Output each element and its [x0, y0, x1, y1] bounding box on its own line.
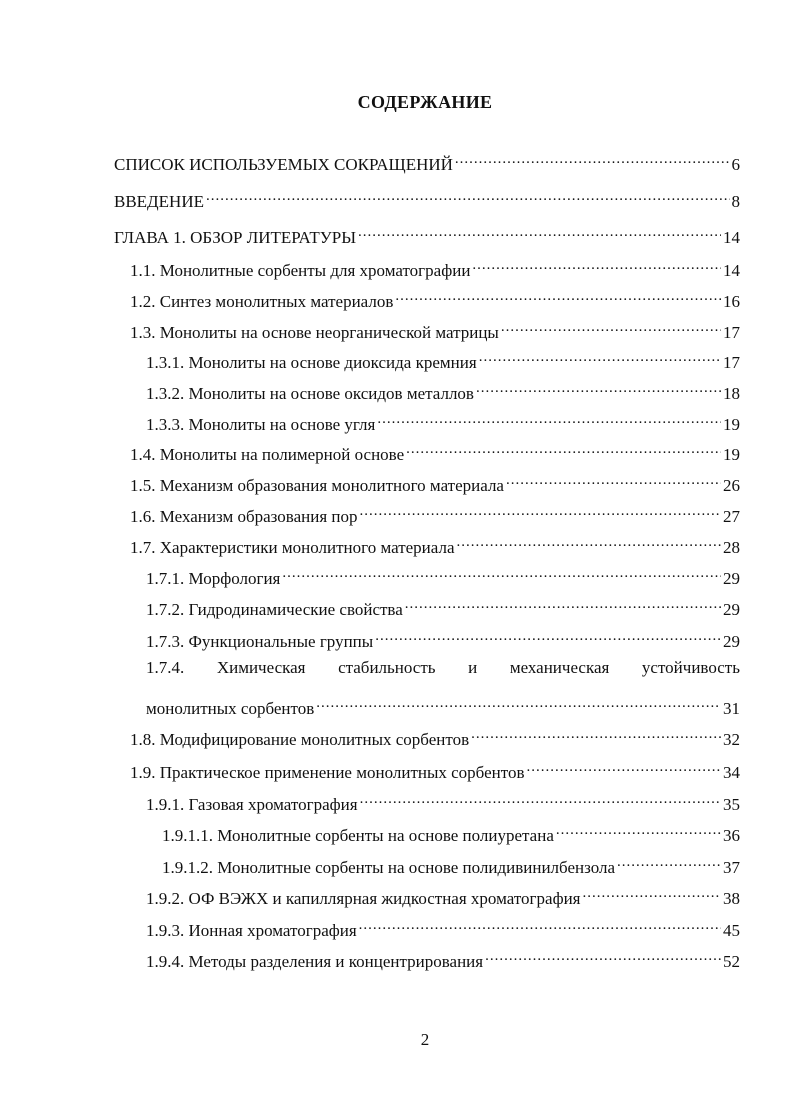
toc-entry-page: 27	[723, 507, 740, 526]
toc-entry[interactable]	[114, 183, 740, 214]
toc-entry-label: 1.4. Монолиты на полимерной основе	[130, 445, 405, 464]
dot-leader	[472, 252, 721, 276]
toc-entry[interactable]	[130, 498, 740, 529]
toc-entry-page: 38	[723, 889, 740, 908]
toc-entry[interactable]	[130, 721, 740, 752]
toc-entry-page: 37	[723, 858, 740, 877]
toc-word: устойчивость	[641, 658, 740, 677]
toc-entry-page: 32	[723, 730, 740, 749]
toc-entry-page: 17	[723, 323, 740, 342]
toc-entry-page: 29	[723, 569, 740, 588]
page-title: СОДЕРЖАНИЕ	[357, 92, 493, 112]
toc-entry-page: 14	[723, 228, 740, 247]
toc-entry-label: 1.3.3. Монолиты на основе угля	[146, 415, 376, 434]
dot-leader	[405, 591, 721, 615]
toc-entry[interactable]	[130, 754, 740, 785]
dot-leader	[583, 880, 721, 904]
toc-entry-page: 19	[723, 445, 740, 464]
toc-entry-page: 29	[723, 632, 740, 651]
toc-entry[interactable]	[146, 406, 740, 437]
toc-entry[interactable]	[146, 344, 740, 375]
toc-word: стабильность	[338, 658, 436, 677]
toc-entry[interactable]	[162, 817, 740, 848]
dot-leader	[485, 943, 721, 967]
toc-entry[interactable]	[130, 314, 740, 345]
toc-entry[interactable]	[114, 219, 740, 250]
toc-entry-label: 1.9.1. Газовая хроматография	[146, 795, 358, 814]
toc-entry-label: 1.9.1.2. Монолитные сорбенты на основе полидивинилбензола	[162, 858, 616, 877]
dot-leader	[501, 314, 721, 338]
dot-leader	[395, 283, 721, 307]
dot-leader	[316, 690, 721, 714]
dot-leader	[476, 375, 721, 399]
toc-entry[interactable]	[130, 529, 740, 560]
dot-leader	[455, 146, 730, 170]
toc-entry[interactable]	[146, 375, 740, 406]
toc-entry-page: 16	[723, 292, 740, 311]
dot-leader	[617, 849, 721, 873]
dot-leader	[471, 721, 721, 745]
toc-entry-label: 1.3.1. Монолиты на основе диоксида кремния	[146, 353, 477, 372]
toc-entry[interactable]	[114, 146, 740, 177]
dot-leader	[375, 623, 721, 647]
toc-entry-wrapped-line[interactable]	[146, 656, 740, 680]
toc-entry[interactable]	[130, 283, 740, 314]
dot-leader	[457, 529, 722, 553]
toc-entry-label: 1.9.3. Ионная хроматография	[146, 921, 357, 940]
toc-entry-label: 1.8. Модифицирование монолитных сорбентов	[130, 730, 470, 749]
toc-entry-page: 14	[723, 261, 740, 280]
toc-word: 1.7.4.	[146, 658, 185, 677]
toc-entry-label: 1.9. Практическое применение монолитных сорбентов	[130, 763, 525, 782]
toc-entry-label: 1.9.1.1. Монолитные сорбенты на основе полиуретана	[162, 826, 554, 845]
toc-entry[interactable]	[162, 849, 740, 880]
dot-leader	[206, 183, 730, 207]
toc-entry-page: 29	[723, 600, 740, 619]
dot-leader	[406, 436, 721, 460]
dot-leader	[360, 786, 721, 810]
dot-leader	[556, 817, 721, 841]
toc-entry-page: 36	[723, 826, 740, 845]
toc-entry[interactable]	[146, 560, 740, 591]
dot-leader	[527, 754, 722, 778]
toc-entry-page: 34	[723, 763, 740, 782]
toc-entry[interactable]	[146, 623, 740, 654]
toc-entry[interactable]	[130, 436, 740, 467]
toc-entry-label: 1.7. Характеристики монолитного материала	[130, 538, 455, 557]
toc-entry-label: 1.1. Монолитные сорбенты для хроматографии	[130, 261, 471, 280]
toc-entry-page: 17	[723, 353, 740, 372]
toc-entry[interactable]	[146, 591, 740, 622]
toc-entry[interactable]	[130, 467, 740, 498]
dot-leader	[377, 406, 721, 430]
toc-entry-label: ВВЕДЕНИЕ	[114, 192, 204, 211]
toc-entry-label: 1.9.2. ОФ ВЭЖХ и капиллярная жидкостная хроматография	[146, 889, 581, 908]
toc-entry-label: 1.3.2. Монолиты на основе оксидов металлов	[146, 384, 474, 403]
dot-leader	[359, 912, 721, 936]
dot-leader	[358, 219, 721, 243]
toc-entry-label: СПИСОК ИСПОЛЬЗУЕМЫХ СОКРАЩЕНИЙ	[114, 155, 453, 174]
toc-entry-page: 6	[731, 155, 740, 174]
toc-entry-page: 52	[723, 952, 740, 971]
dot-leader	[479, 344, 721, 368]
toc-entry[interactable]	[146, 880, 740, 911]
dot-leader	[359, 498, 721, 522]
toc-entry-label: монолитных сорбентов	[146, 699, 315, 718]
toc-entry[interactable]	[146, 943, 740, 974]
toc-entry[interactable]	[146, 786, 740, 817]
page-number: 2	[420, 1030, 430, 1049]
toc-entry[interactable]	[146, 912, 740, 943]
toc-entry-page: 8	[731, 192, 740, 211]
toc-entry-page: 19	[723, 415, 740, 434]
toc-entry[interactable]	[130, 252, 740, 283]
toc-entry-label: 1.9.4. Методы разделения и концентрирования	[146, 952, 484, 971]
toc-entry-label: 1.2. Синтез монолитных материалов	[130, 292, 394, 311]
dot-leader	[282, 560, 721, 584]
toc-entry-page: 45	[723, 921, 740, 940]
toc-entry-label: 1.5. Механизм образования монолитного материала	[130, 476, 504, 495]
dot-leader	[506, 467, 721, 491]
toc-entry-label: 1.6. Механизм образования пор	[130, 507, 358, 526]
toc-entry-label: 1.7.1. Морфология	[146, 569, 281, 588]
toc-entry-page: 26	[723, 476, 740, 495]
toc-word: механическая	[509, 658, 610, 677]
toc-word: Химическая	[216, 658, 306, 677]
toc-entry-page: 35	[723, 795, 740, 814]
toc-entry-label: 1.7.2. Гидродинамические свойства	[146, 600, 403, 619]
toc-entry-page: 31	[723, 699, 740, 718]
toc-word: и	[468, 658, 478, 677]
toc-entry[interactable]	[146, 690, 740, 721]
toc-entry-page: 18	[723, 384, 740, 403]
toc-entry-label: ГЛАВА 1. ОБЗОР ЛИТЕРАТУРЫ	[114, 228, 357, 247]
toc-entry-label: 1.7.3. Функциональные группы	[146, 632, 374, 651]
toc-entry-label: 1.3. Монолиты на основе неорганической матрицы	[130, 323, 499, 342]
toc-entry-page: 28	[723, 538, 740, 557]
